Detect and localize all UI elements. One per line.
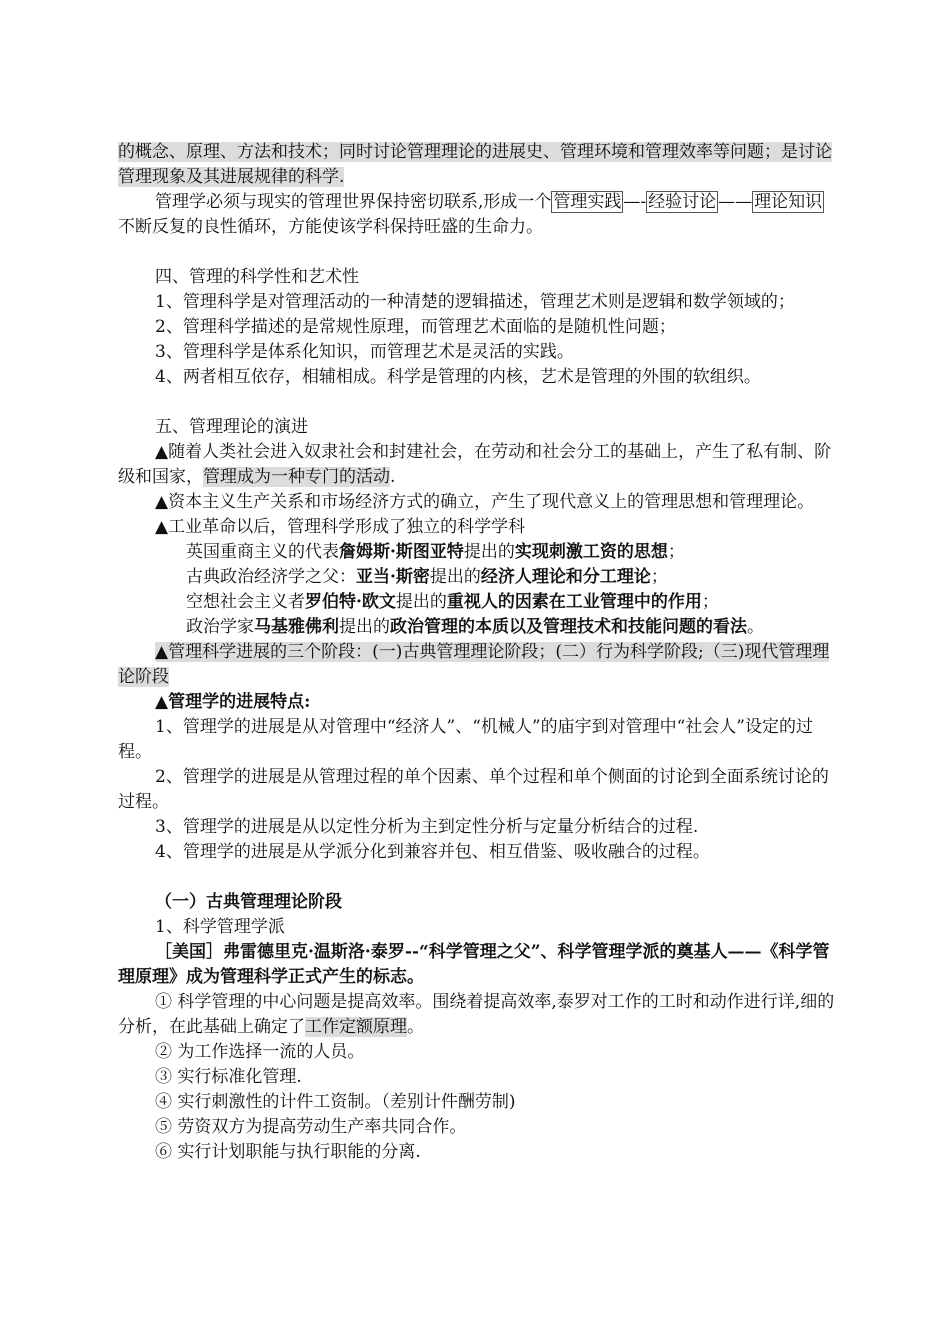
text: 。	[747, 617, 764, 637]
school-title: 1、科学管理学派	[155, 917, 285, 937]
section-4-item: 2、管理科学描述的是常规性原理，而管理艺术面临的是随机性问题；	[155, 317, 676, 337]
point-item	[118, 990, 838, 1040]
text: ——	[718, 192, 753, 212]
text: 英国重商主义的代表	[186, 542, 339, 562]
bullet-industrial: ▲工业革命以后，管理科学形成了独立的科学学科	[155, 517, 526, 537]
idea-bold: 经济人理论和分工理论	[480, 567, 651, 587]
boxed-term-theory: 理论知识	[754, 192, 823, 212]
feature-item: 1、管理学的进展是从对管理中“经济人”、“机械人”的庙宇到对管理中“社会人”设定的过程。	[118, 717, 813, 762]
spacer	[118, 390, 838, 415]
classical-title-text: （一）古典管理理论阶段	[155, 892, 342, 912]
intro-highlight: 的概念、原理、方法和技术；同时讨论管理理论的进展史、管理环境和管理效率等问题；是讨论管理现象及其进展规律的科学.	[118, 142, 832, 187]
text: 政治学家	[186, 617, 254, 637]
text: 空想社会主义者	[186, 592, 305, 612]
classical-title	[118, 890, 838, 915]
sub-item-stuart	[118, 540, 838, 565]
bullet-capitalism: ▲资本主义生产关系和市场经济方式的确立，产生了现代意义上的管理思想和管理理论。	[155, 492, 815, 512]
taylor-text: ［美国］弗雷德里克·温斯洛·泰罗--“科学管理之父”、科学管理学派的奠基人——《科学管理原理》成为管理科学正式产生的标志。	[118, 942, 830, 987]
text: ；	[667, 542, 685, 562]
idea-bold: 政治管理的本质以及管理技术和技能问题的看法	[390, 617, 747, 637]
practice-cycle-paragraph	[118, 190, 838, 240]
text: 不断反复的良性循环，方能使该学科保持旺盛的生命力。	[118, 217, 543, 237]
section-5-title: 五、管理理论的演进	[155, 417, 308, 437]
section-4-item: 3、管理科学是体系化知识，而管理艺术是灵活的实践。	[155, 342, 574, 362]
section-4-title: 四、管理的科学性和艺术性	[155, 267, 359, 287]
feature-item: 2、管理学的进展是从管理过程的单个因素、单个过程和单个侧面的讨论到全面系统讨论的过程。	[118, 767, 829, 812]
sub-item-owen	[118, 590, 838, 615]
taylor-paragraph	[118, 940, 838, 990]
text: .	[390, 467, 396, 487]
text: 管理学必须与现实的管理世界保持密切联系,形成一个	[155, 192, 552, 212]
stages-highlight: ▲管理科学进展的三个阶段：(一)古典管理理论阶段；(二）行为科学阶段;（三)现代管理理论阶段	[118, 642, 830, 687]
text: 提出的	[463, 542, 515, 562]
point-item: ⑤ 劳资双方为提高劳动生产率共同合作。	[155, 1117, 467, 1137]
text: 提出的	[395, 592, 447, 612]
text: ；	[701, 592, 719, 612]
feature-item: 4、管理学的进展是从学派分化到兼容并包、相互借鉴、吸收融合的过程。	[155, 842, 710, 862]
text: 提出的	[339, 617, 390, 637]
point-item: ② 为工作选择一流的人员。	[155, 1042, 365, 1062]
text: 提出的	[429, 567, 481, 587]
features-title-text: ▲管理学的进展特点:	[155, 692, 311, 712]
point-item: ③ 实行标准化管理.	[155, 1067, 302, 1087]
highlight-quota: 工作定额原理	[305, 1017, 407, 1037]
boxed-term-practice: 管理实践	[553, 192, 622, 212]
text: 古典政治经济学之父：	[186, 567, 356, 587]
name-bold: 马基雅佛利	[254, 617, 339, 637]
document-page	[118, 140, 838, 1165]
idea-bold: 实现刺激工资的思想	[514, 542, 668, 562]
text: ▲随着人类社会进入奴隶社会和封建社会，在劳动和社会分工的基础上，产生了私有制、阶级和国家，	[118, 442, 832, 487]
point-item: ⑥ 实行计划职能与执行职能的分离.	[155, 1142, 421, 1162]
sub-item-smith	[118, 565, 838, 590]
features-title	[118, 690, 838, 715]
sub-item-machiavelli	[118, 615, 838, 640]
text: ① 科学管理的中心问题是提高效率。围绕着提高效率,泰罗对工作的工时和动作进行详,细的分析，在此基础上确定了	[118, 992, 835, 1037]
bullet-slavery	[118, 440, 838, 490]
boxed-term-experience: 经验讨论	[648, 192, 717, 212]
highlight-management-activity: 管理成为一种专门的活动	[203, 467, 390, 487]
stages-paragraph	[118, 640, 838, 690]
intro-paragraph	[118, 140, 838, 190]
idea-bold: 重视人的因素在工业管理中的作用	[446, 592, 702, 612]
feature-item: 3、管理学的进展是从以定性分析为主到定性分析与定量分析结合的过程.	[155, 817, 699, 837]
spacer	[118, 865, 838, 890]
name-bold: 亚当·斯密	[356, 567, 430, 587]
name-bold: 罗伯特·欧文	[305, 592, 396, 612]
point-item: ④ 实行刺激性的计件工资制。（差别计件酬劳制)	[155, 1092, 516, 1112]
text: ；	[650, 567, 668, 587]
text: 。	[407, 1017, 424, 1037]
spacer	[118, 240, 838, 265]
section-4-item: 4、两者相互依存，相辅相成。科学是管理的内核，艺术是管理的外围的软组织。	[155, 367, 761, 387]
name-bold: 詹姆斯·斯图亚特	[339, 542, 464, 562]
section-4-item: 1、管理科学是对管理活动的一种清楚的逻辑描述，管理艺术则是逻辑和数学领域的；	[155, 292, 795, 312]
text: —-	[623, 192, 647, 212]
